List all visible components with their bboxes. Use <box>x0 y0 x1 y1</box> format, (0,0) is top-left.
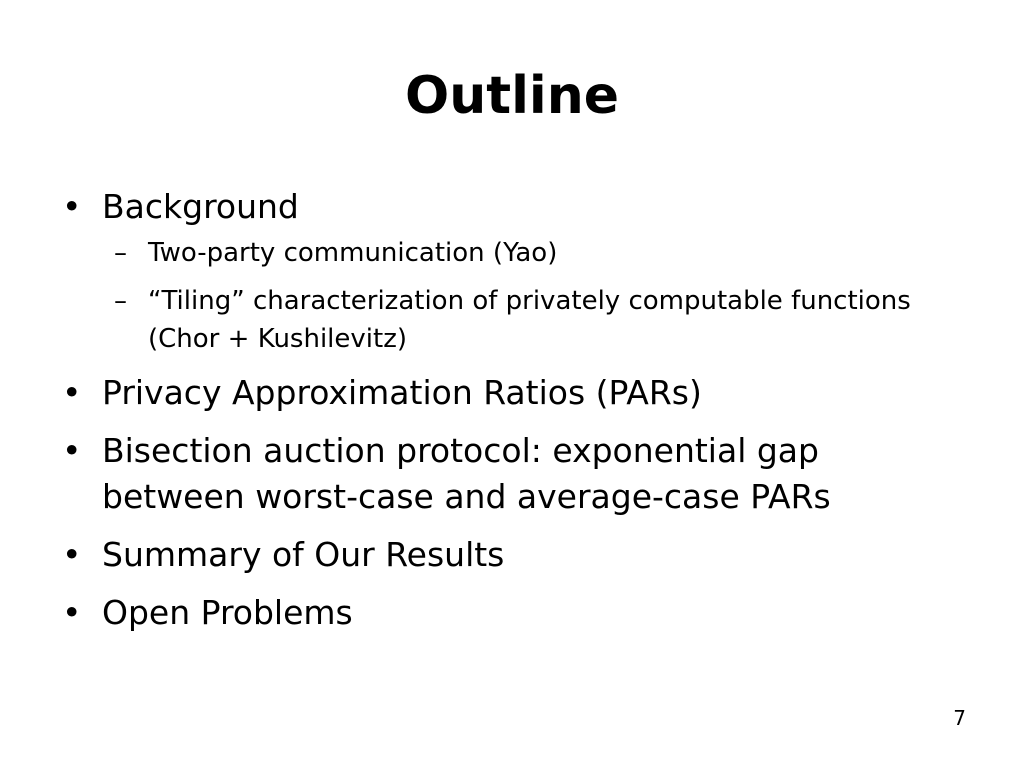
bullet-item-background <box>62 184 962 358</box>
sub-bullet-text: Two-party communication (Yao) <box>148 238 558 268</box>
bullet-text: Background <box>102 187 299 226</box>
bullet-text: Summary of Our Results <box>102 535 505 574</box>
bullet-marker: • <box>62 373 82 412</box>
slide-title: Outline <box>404 66 620 126</box>
bullet-marker: • <box>62 187 82 226</box>
sub-bullet-item-tiling <box>102 282 962 358</box>
bullet-marker: • <box>62 535 82 574</box>
bullet-text: Open Problems <box>102 593 353 632</box>
bullet-list <box>62 184 962 648</box>
bullet-item-summary <box>62 532 962 578</box>
sub-bullet-text: “Tiling” characterization of privately computable functions (Chor + Kushilevitz) <box>148 286 911 354</box>
bullet-item-open-problems <box>62 590 962 636</box>
bullet-text: Bisection auction protocol: exponential gap between worst-case and average-case PARs <box>102 431 831 516</box>
bullet-text: Privacy Approximation Ratios (PARs) <box>102 373 702 412</box>
sub-bullet-item-yao <box>102 234 962 272</box>
bullet-item-bisection <box>62 428 962 520</box>
bullet-item-pars <box>62 370 962 416</box>
bullet-marker: • <box>62 431 82 470</box>
sub-bullet-marker: – <box>114 238 127 268</box>
page-number: 7 <box>953 706 966 730</box>
sub-bullet-list <box>102 234 962 358</box>
sub-bullet-marker: – <box>114 286 127 316</box>
bullet-marker: • <box>62 593 82 632</box>
